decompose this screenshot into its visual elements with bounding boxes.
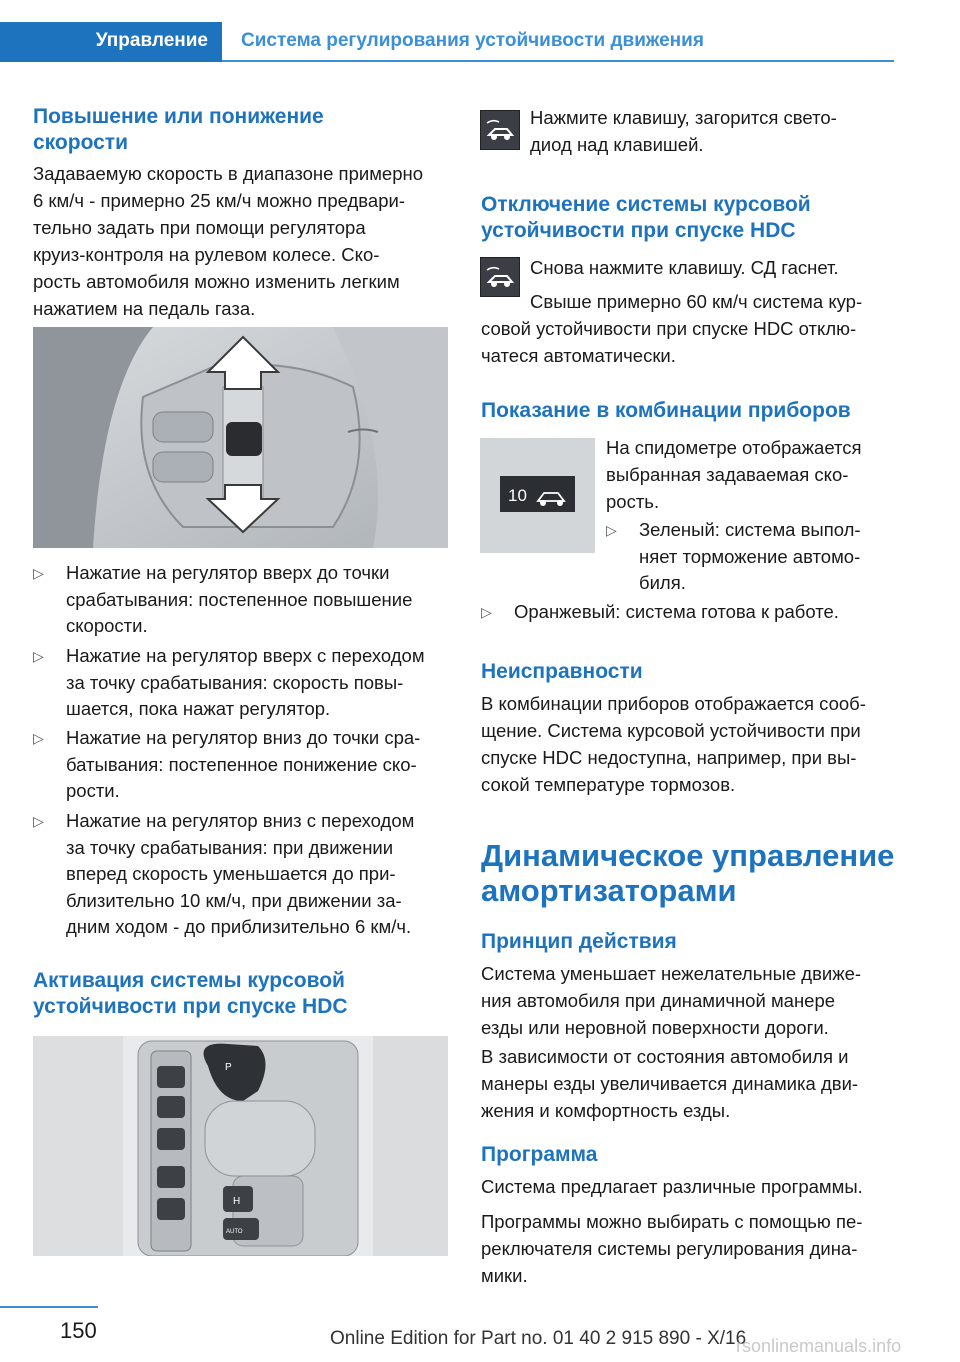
heading-damping: Динамическое управление амортизаторами xyxy=(481,838,895,908)
paragraph-press-off: Снова нажмите клавишу. СД гаснет. xyxy=(530,257,839,278)
triangle-bullet-icon: ▷ xyxy=(33,813,44,829)
list-item: ▷ Оранжевый: система готова к работе. xyxy=(481,599,896,626)
list-item: ▷ Зеленый: система выпол‐ няет торможение автомо‐ биля. xyxy=(606,519,861,593)
header-rule xyxy=(222,60,894,62)
paragraph-program: Система предлагает различные программы. xyxy=(481,1176,863,1197)
gear-label-park: P xyxy=(225,1062,232,1073)
list-item: ▷ Нажатие на регулятор вниз с переходом за точку срабатывания: при движении вперед скорость уменьшается до при‐ близительно 10 км/ч, при движении за‐ дним ходом - до приблизительно 6 км/ч. xyxy=(33,810,415,937)
center-console-figure xyxy=(33,1036,448,1256)
heading-display: Показание в комбинации приборов xyxy=(481,399,851,422)
paragraph-speed: Задаваемую скорость в диапазоне примерно 6 км/ч - примерно 25 км/ч можно предвари‐ тельно задать при помощи регулятора круиз-контроля на рулевом колесе. Ско‐ рость автомобиля можно изменить легким нажатием на педаль газа. xyxy=(33,163,423,319)
heading-deactivation: Отключение системы курсовой устойчивости при спуске HDC xyxy=(481,193,811,242)
cluster-display-figure xyxy=(480,438,595,553)
gear-label-auto: AUTO xyxy=(226,1229,243,1235)
triangle-bullet-icon: ▷ xyxy=(33,730,44,746)
gear-selector-illustration xyxy=(33,1036,448,1256)
set-speed-value: 10 xyxy=(508,486,527,505)
chapter-title: Система регулирования устойчивости движения xyxy=(241,30,704,51)
heading-principle: Принцип действия xyxy=(481,930,677,953)
triangle-bullet-icon: ▷ xyxy=(33,648,44,664)
footer-rule xyxy=(0,1306,98,1308)
heading-faults: Неисправности xyxy=(481,660,643,683)
list-item: ▷ Нажатие на регулятор вверх до точки срабатывания: постепенное повышение скорости. xyxy=(33,562,413,636)
watermark: rsonlinemanuals.info xyxy=(736,1336,902,1356)
paragraph-auto-off: Свыше примерно 60 км/ч система кур‐ совой устойчивости при спуске HDC отклю‐ чатеся автоматически. xyxy=(481,291,863,366)
triangle-bullet-icon: ▷ xyxy=(606,522,617,538)
paragraph-principle-2: В зависимости от состояния автомобиля и манеры езды увеличивается динамика дви‐ жения и комфортность езды. xyxy=(481,1046,859,1121)
edition-info: Online Edition for Part no. 01 40 2 915 890 - X/16 xyxy=(330,1328,747,1349)
heading-program: Программа xyxy=(481,1143,598,1166)
steering-wheel-illustration xyxy=(33,327,448,548)
paragraph-program-2: Программы можно выбирать с помощью пе‐ реключателя системы регулирования дина‐ мики. xyxy=(481,1211,863,1286)
page-number: 150 xyxy=(60,1318,97,1343)
list-item: ▷ Нажатие на регулятор вниз до точки сра‐ батывания: постепенное понижение ско‐ рости. xyxy=(33,727,421,801)
hdc-button-icon xyxy=(480,110,520,150)
triangle-bullet-icon: ▷ xyxy=(33,565,44,581)
paragraph-display: На спидометре отображается выбранная задаваемая ско‐ рость. xyxy=(606,437,862,512)
paragraph-press-on: Нажмите клавишу, загорится свето‐ диод над клавишей. xyxy=(530,107,837,155)
triangle-bullet-icon: ▷ xyxy=(481,604,492,620)
heading-activation: Активация системы курсовой устойчивости при спуске HDC xyxy=(33,969,348,1018)
paragraph-faults: В комбинации приборов отображается сооб‐ щение. Система курсовой устойчивости при спуске HDC недоступна, например, при вы‐ сокой температуре тормозов. xyxy=(481,693,866,795)
section-tab: Управление xyxy=(0,22,222,62)
steering-wheel-figure xyxy=(33,327,448,548)
heading-speed: Повышение или понижение скорости xyxy=(33,105,324,154)
paragraph-principle: Система уменьшает нежелательные движе‐ ния автомобиля при динамичной манере езды или неровной поверхности дороги. xyxy=(481,963,862,1038)
hdc-cluster-icon xyxy=(480,438,595,553)
gear-label-hold: H xyxy=(233,1196,241,1207)
list-item: ▷ Нажатие на регулятор вверх с переходом за точку срабатывания: скорость повы‐ шается, пока нажат регулятор. xyxy=(33,645,425,719)
